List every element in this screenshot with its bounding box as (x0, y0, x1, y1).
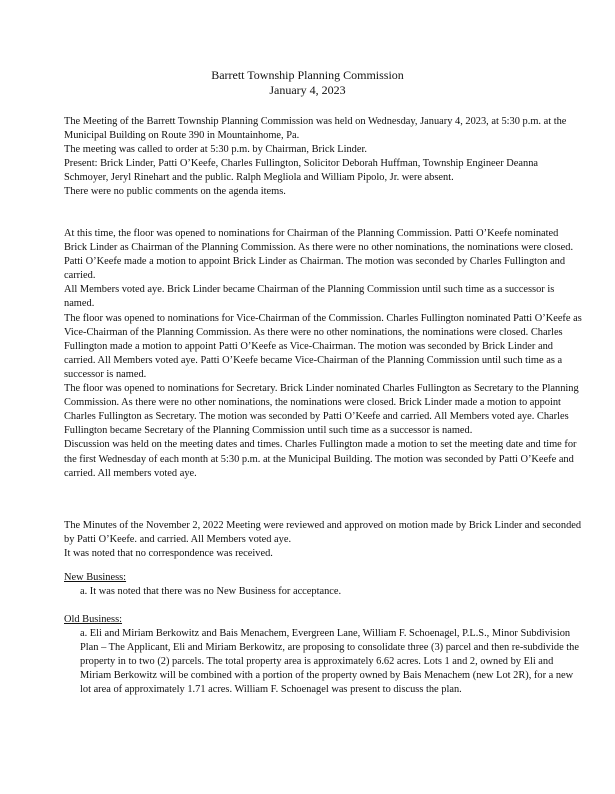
old-business-section (64, 613, 584, 698)
new-business-item: a. It was noted that there was no New Business for acceptance. (80, 586, 342, 598)
secretary-nomination: The floor was opened to nominations for Secretary. Brick Linder nominated Charles Fullington as Secretary to the Planning Commission. As there were no other nominations, the nominations were closed. Brick Linder made a motion to appoint Charles Fullington as Secretary. The motion was seconded by Patti O’Keefe and carried. All Members voted aye. Charles Fullington became Secretary of the Planning Commission until such time as a successor is named. (64, 383, 579, 437)
call-to-order: The meeting was called to order at 5:30 p.m. by Chairman, Brick Linder. (64, 144, 367, 156)
meeting-dates-discussion: Discussion was held on the meeting dates and times. Charles Fullington made a motion to set the meeting date and time for the first Wednesday of each month at 5:30 p.m. at the Municipal Building. The motion was seconded by Patti O’Keefe and carried. All members voted aye. (64, 439, 577, 479)
chairman-nomination: At this time, the floor was opened to nominations for Chairman of the Planning Commission. Patti O’Keefe nominated Brick Linder as Chairman of the Planning Commission. As there were no other nominations, the nominations were closed. Patti O’Keefe made a motion to appoint Brick Linder as Chairman. The motion was seconded by Charles Fullington and carried. (64, 228, 574, 282)
document-title: Barrett Township Planning Commission (211, 68, 404, 82)
public-comments: There were no public comments on the agenda items. (64, 186, 286, 198)
minutes-section (64, 519, 584, 561)
document-date: January 4, 2023 (269, 83, 346, 97)
old-business-heading: Old Business: (64, 614, 123, 625)
nominations-section (64, 227, 584, 481)
chairman-vote: All Members voted aye. Brick Linder became Chairman of the Planning Commission until such time as a successor is named. (64, 284, 555, 310)
meeting-paragraph: The Meeting of the Barrett Township Planning Commission was held on Wednesday, January 4, 2023, at 5:30 p.m. at the Municipal Building on Route 390 in Mountainhome, Pa. (64, 116, 567, 142)
attendance: Present: Brick Linder, Patti O’Keefe, Charles Fullington, Solicitor Deborah Huffman, Township Engineer Deanna Schmoyer, Jeryl Rinehart and the public. Ralph Megliola and William Pipolo, Jr. were absent. (64, 158, 539, 184)
new-business-section (64, 571, 584, 599)
new-business-heading: New Business: (64, 572, 127, 583)
intro-section (64, 115, 584, 200)
vice-chairman-nomination: The floor was opened to nominations for Vice-Chairman of the Commission. Charles Fullington nominated Patti O’Keefe as Vice-Chairman of the Planning Commission. As there were no other nominations, the nominations were closed. Charles Fullington made a motion to appoint Patti O’Keefe as Vice-Chairman. The motion was seconded by Brick Linder and carried. All Members voted aye. Patti O’Keefe became Vice-Chairman of the Planning Commission until such time as a successor is named. (64, 312, 582, 380)
minutes-approval: The Minutes of the November 2, 2022 Meeting were reviewed and approved on motion made by Brick Linder and seconded by Patti O’Keefe. and carried. All Members voted aye. (64, 520, 582, 546)
correspondence-note: It was noted that no correspondence was received. (64, 548, 273, 560)
old-business-item: a. Eli and Miriam Berkowitz and Bais Menachem, Evergreen Lane, William F. Schoenagel, P.L.S., Minor Subdivision Plan – The Applicant, Eli and Miriam Berkowitz, are proposing to consolidate three (3) parcel and then re-subdivide the property in to two (2) parcels. The total property area is approximately 6.62 acres. Lots 1 and 2, owned by Eli and Miriam Berkowitz will be combined with a portion of the property owned by Bais Menachem (new Lot 2R), for a new lot area of approximately 1.71 acres. William F. Schoenagel was present to discuss the plan. (80, 628, 579, 696)
